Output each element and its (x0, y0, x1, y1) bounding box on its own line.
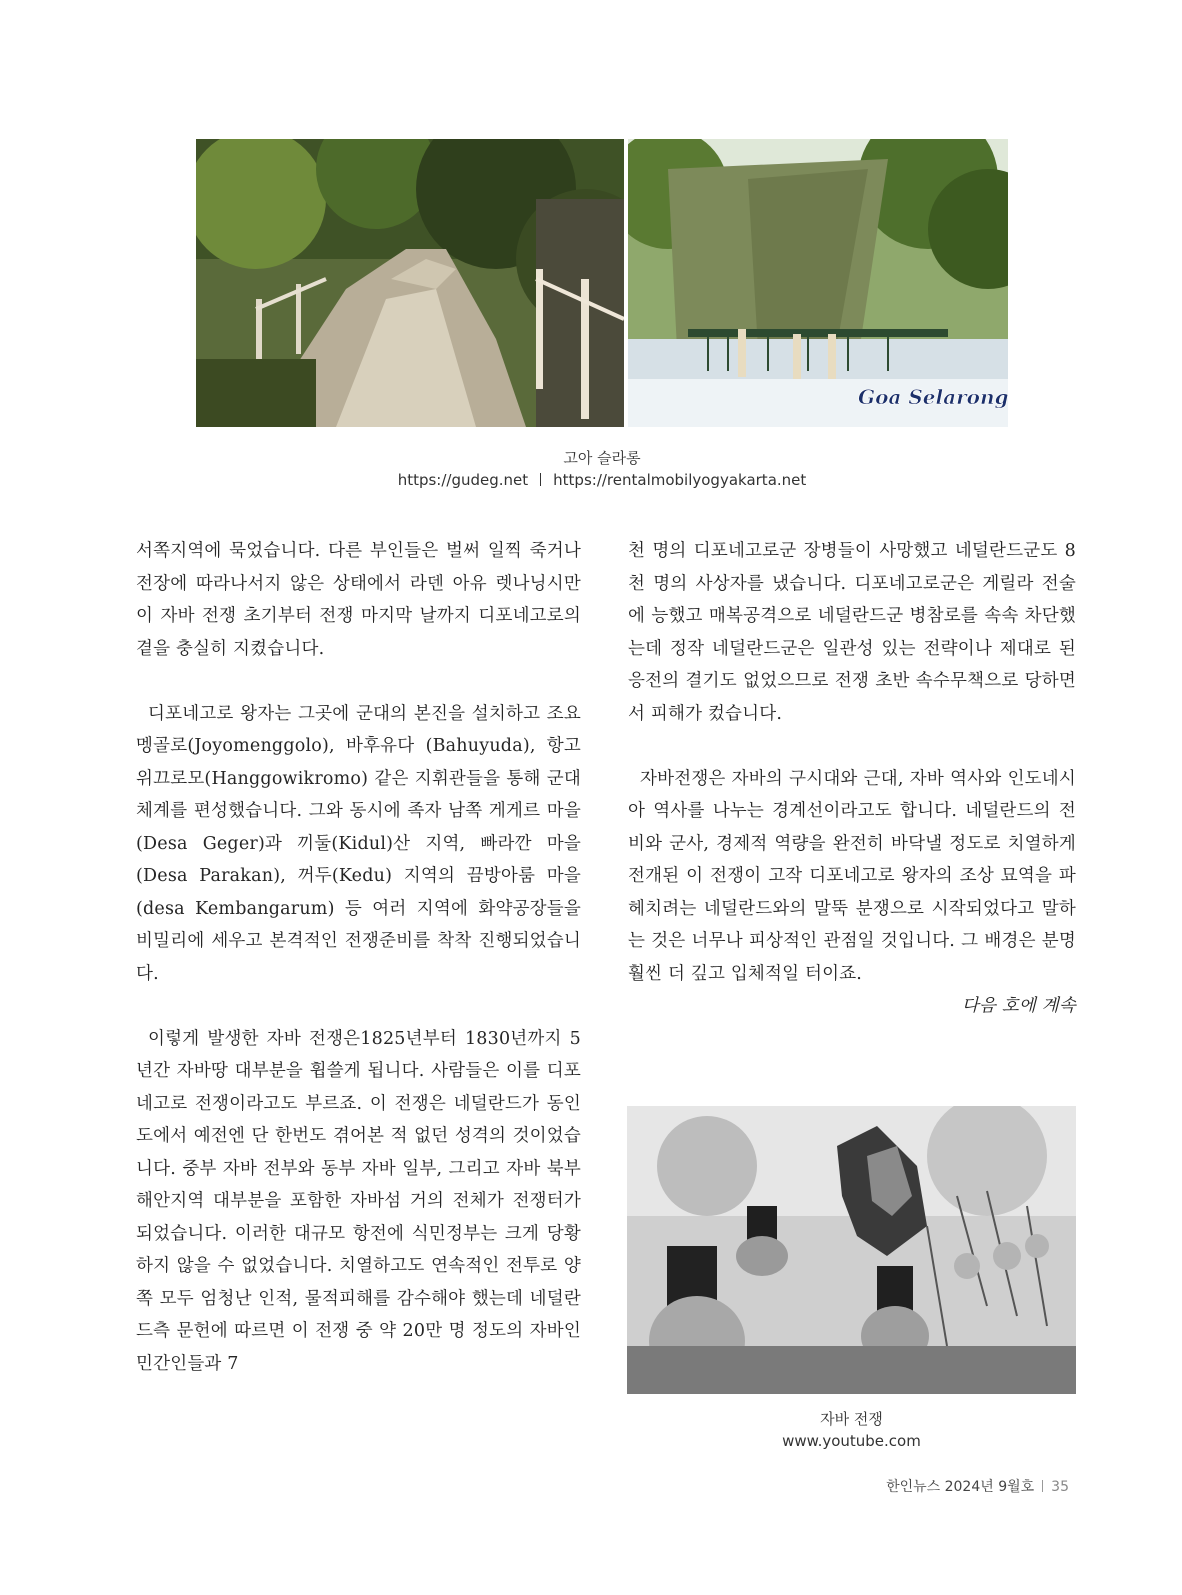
caption-title: 고아 슬라롱 (563, 449, 641, 467)
paragraph: 서쪽지역에 묵었습니다. 다른 부인들은 벌써 일찍 죽거나 전장에 따라나서지 않은 상태에서 라덴 아유 렛나닝시만이 자바 전쟁 초기부터 전쟁 마지막 날까지 디포네고로의 곁을 충실히 지켰습니다. (136, 541, 581, 659)
article-column-right (628, 535, 1076, 1023)
figure-caption-top (196, 447, 1008, 491)
illustration-java-war (627, 1106, 1076, 1394)
caption-sources (196, 469, 1008, 491)
paragraph: 천 명의 디포네고로군 장병들이 사망했고 네덜란드군도 8천 명의 사상자를 냈습니다. 디포네고로군은 게릴라 전술에 능했고 매복공격으로 네덜란드군 병참로를 속속 차단했는데 정작 네덜란드군은 일관성 있는 전략이나 제대로 된 응전의 결기도 없었으므로 전쟁 초반 속수무책으로 당하면서 피해가 컸습니다. (628, 541, 1076, 724)
continued-note: 다음 호에 계속 (961, 996, 1076, 1016)
paragraph: 이렇게 발생한 자바 전쟁은1825년부터 1830년까지 5년간 자바땅 대부분을 휩쓸게 됩니다. 사람들은 이를 디포네고로 전쟁이라고도 부르죠. 이 전쟁은 네덜란드가 동인도에서 예전엔 단 한번도 겪어본 적 없던 성격의 것이었습니다. 중부 자바 전부와 동부 자바 일부, 그리고 자바 북부해안지역 대부분을 포함한 자바섬 거의 전체가 전쟁터가 되었습니다. 이러한 대규모 항전에 식민정부는 크게 당황하지 않을 수 없었습니다. 치열하고도 연속적인 전투로 양쪽 모두 엄청난 인적, 물적피해를 감수해야 했는데 네덜란드측 문헌에 따르면 이 전쟁 중 약 20만 명 정도의 자바인 민간인들과 7 (136, 1028, 581, 1374)
figure-caption-bottom (627, 1408, 1076, 1452)
caption-title: 자바 전쟁 (820, 1410, 883, 1428)
photo-goa-selarong-stairs (196, 139, 624, 427)
separator (540, 473, 541, 486)
photo-goa-selarong-cliff (628, 139, 1008, 427)
separator (1042, 1480, 1043, 1492)
watermark-text: Goa Selarong (858, 385, 1008, 409)
article-column-left (136, 535, 581, 1380)
page-footer (886, 1476, 1069, 1496)
source-link-rentalmobil[interactable]: https://rentalmobilyogyakarta.net (553, 471, 807, 489)
publication-name: 한인뉴스 2024년 9월호 (886, 1479, 1035, 1495)
page-number: 35 (1051, 1479, 1069, 1495)
source-link-youtube[interactable]: www.youtube.com (782, 1432, 921, 1450)
paragraph: 자바전쟁은 자바의 구시대와 근대, 자바 역사와 인도네시아 역사를 나누는 경계선이라고도 합니다. 네덜란드의 전비와 군사, 경제적 역량을 완전히 바닥낼 정도로 치열하게 전개된 이 전쟁이 고작 디포네고로 왕자의 조상 묘역을 파헤치려는 네덜란드와의 말뚝 분쟁으로 시작되었다고 말하는 것은 너무나 피상적인 관점일 것입니다. 그 배경은 분명 훨씬 더 깊고 입체적일 터이죠. (628, 768, 1076, 984)
source-link-gudeg[interactable]: https://gudeg.net (397, 471, 529, 489)
paragraph: 디포네고로 왕자는 그곳에 군대의 본진을 설치하고 조요멩골로(Joyomenggolo), 바후유다 (Bahuyuda), 항고위끄로모(Hanggowikromo) 같은 지휘관들을 통해 군대 체계를 편성했습니다. 그와 동시에 족자 남쪽 게게르 마을(Desa Geger)과 끼둘(Kidul)산 지역, 빠라깐 마을(Desa Parakan), 꺼두(Kedu) 지역의 끔방아룸 마을(desa Kembangarum) 등 여러 지역에 화약공장들을 비밀리에 세우고 본격적인 전쟁준비를 착착 진행되었습니다. (136, 703, 581, 984)
